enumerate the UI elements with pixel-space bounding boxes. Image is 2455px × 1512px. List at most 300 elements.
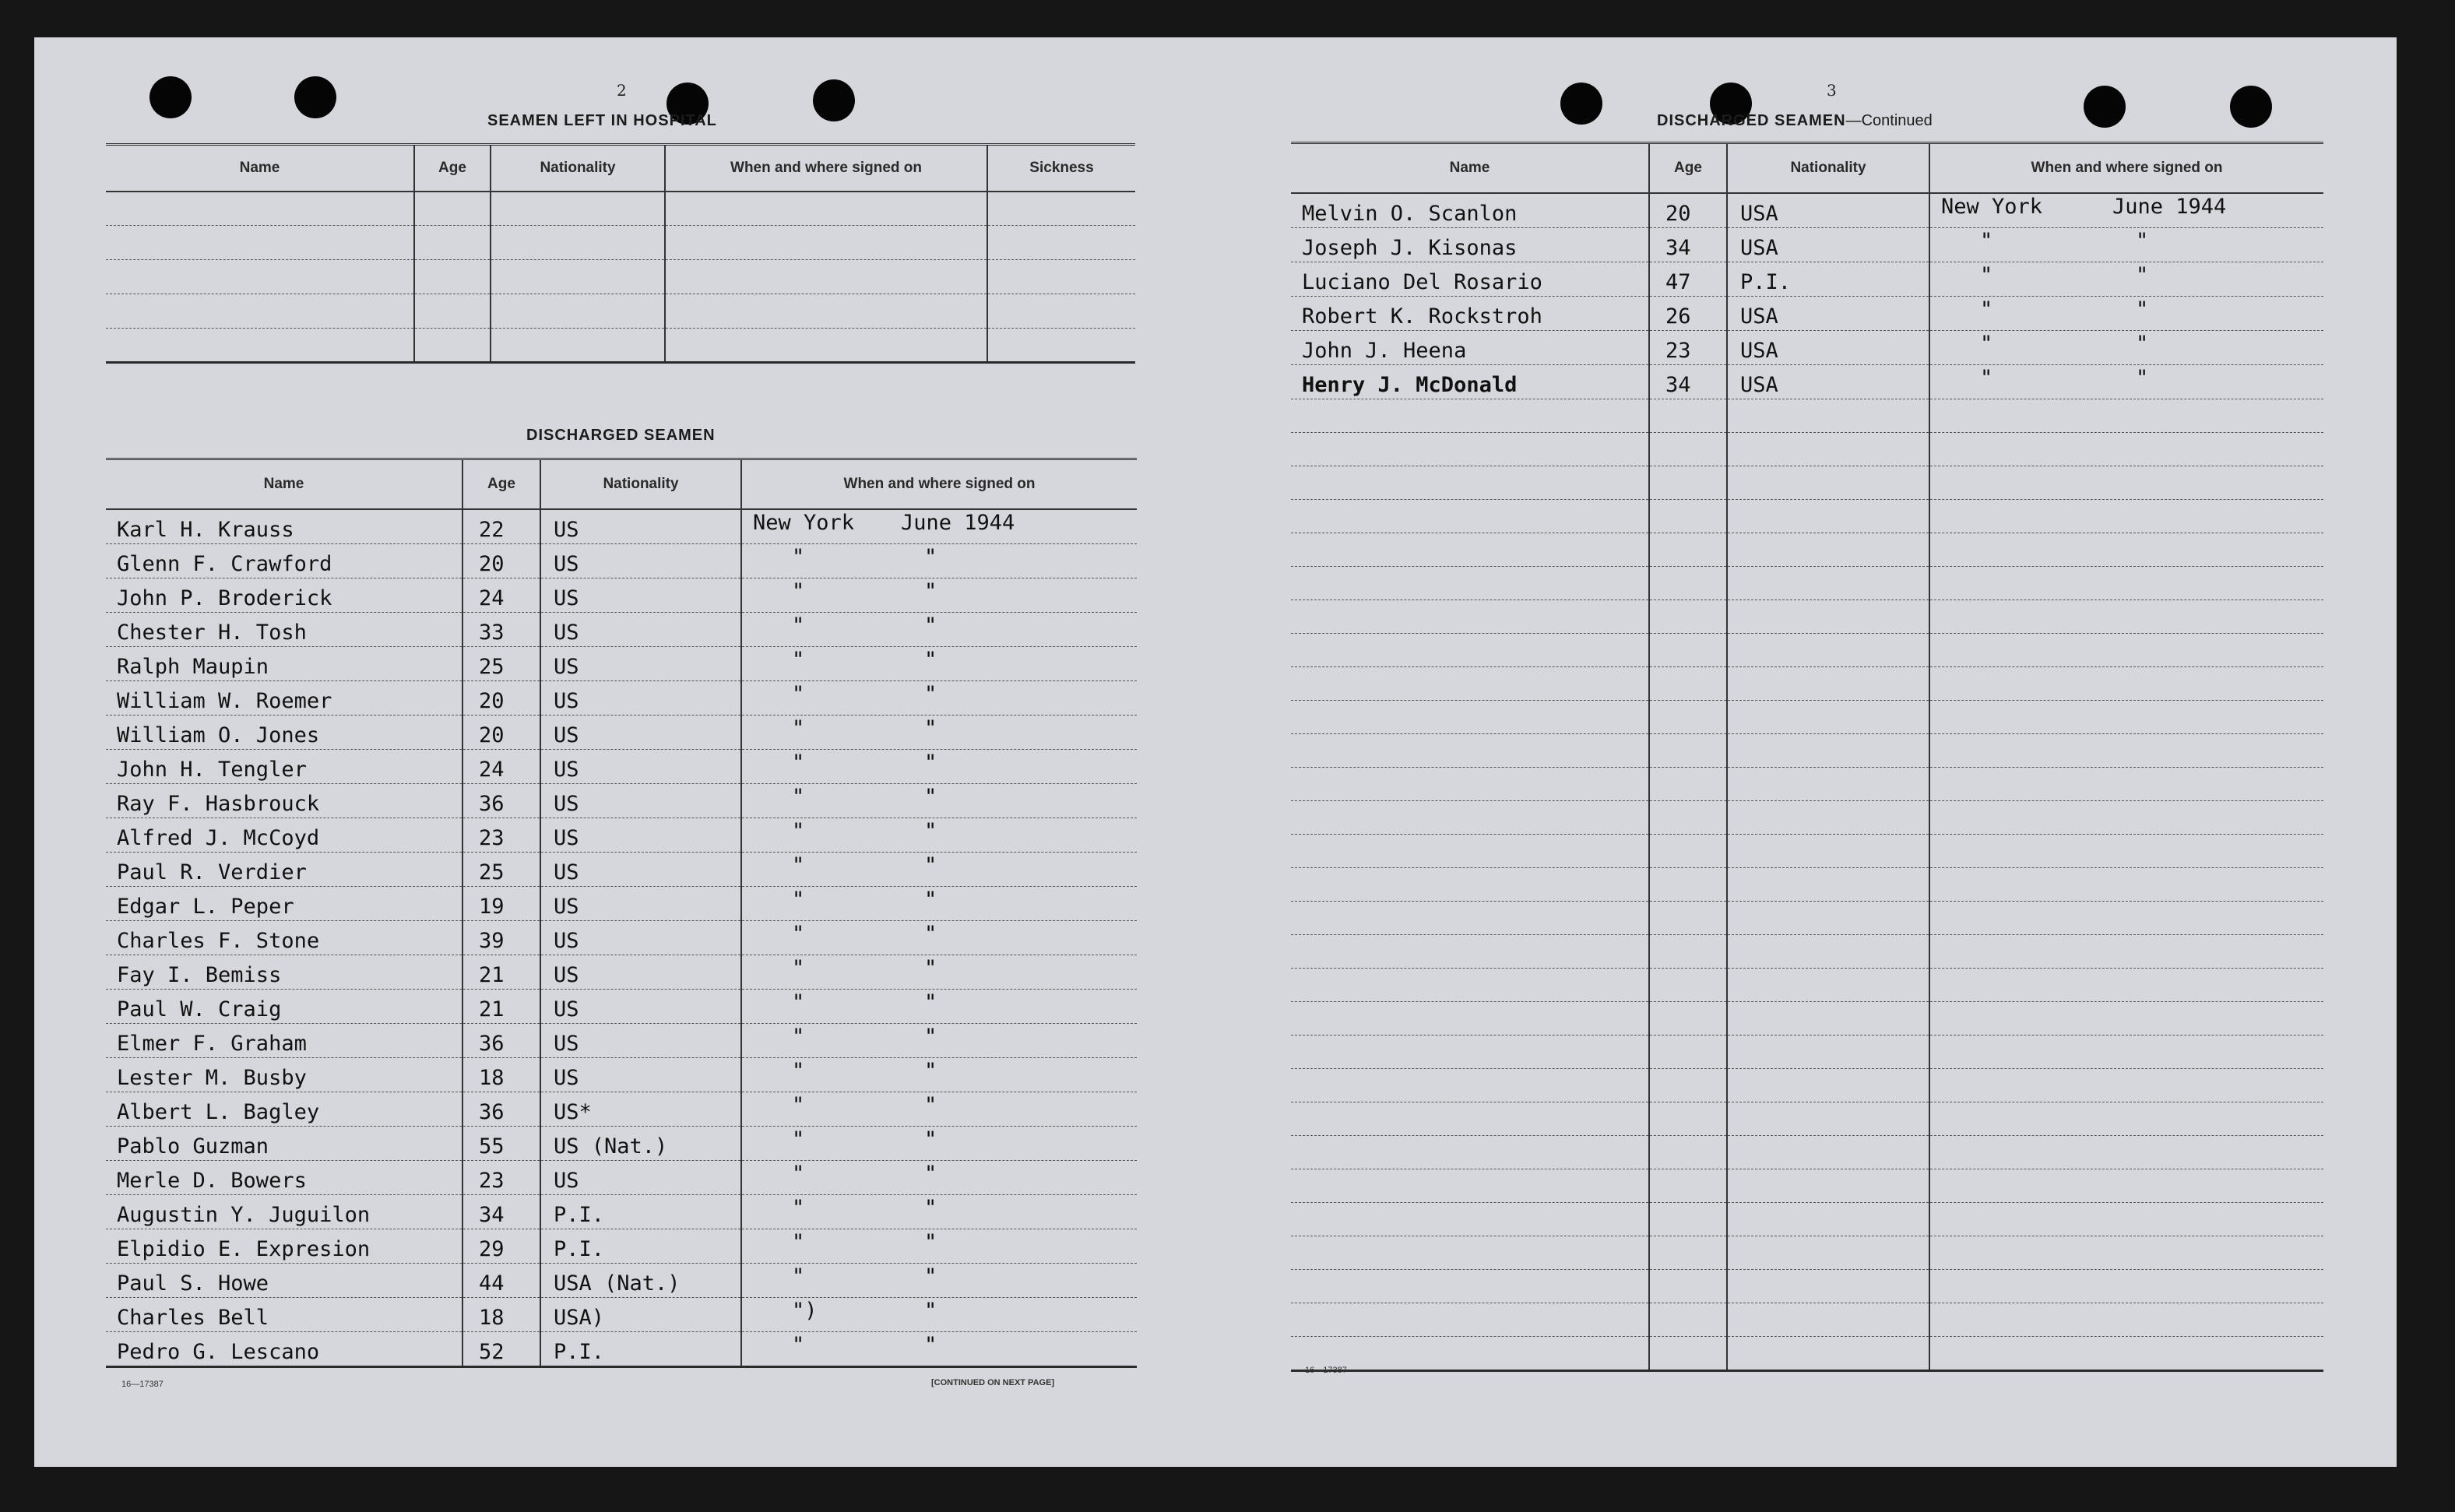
table-row — [106, 1057, 1137, 1092]
blank-cell — [1727, 600, 1929, 633]
blank-cell — [1649, 834, 1727, 867]
seaman-age: 34 — [1649, 227, 1727, 262]
blank-cell — [1649, 800, 1727, 834]
blank-cell — [1727, 1236, 1929, 1269]
blank-cell — [491, 226, 665, 260]
blank-row — [1291, 1135, 2323, 1169]
table-row — [1291, 364, 2323, 399]
signed-on-cell — [741, 749, 1137, 783]
blank-cell — [1727, 800, 1929, 834]
signed-on-date: " — [924, 1161, 937, 1186]
punch-hole — [2084, 86, 2126, 128]
table-row — [106, 612, 1137, 646]
col-header-name: Name — [106, 459, 463, 509]
blank-cell — [1291, 901, 1649, 934]
signed-on-date: " — [924, 1092, 937, 1117]
blank-cell — [1649, 1068, 1727, 1102]
seaman-age: 36 — [463, 1092, 540, 1126]
blank-cell — [1649, 533, 1727, 566]
seaman-age: 29 — [463, 1229, 540, 1263]
seaman-age: 24 — [463, 749, 540, 783]
blank-cell — [1649, 1102, 1727, 1135]
signed-on-date: " — [2136, 228, 2149, 253]
signed-on-date: June 1944 — [901, 510, 1015, 535]
signed-on-cell — [741, 920, 1137, 955]
signed-on-place: " — [792, 578, 805, 603]
blank-cell — [1291, 499, 1649, 533]
blank-cell — [414, 192, 491, 226]
blank-cell — [1929, 1068, 2323, 1102]
table-row — [106, 1023, 1137, 1057]
signed-on-place: " — [792, 716, 805, 740]
signed-on-date: " — [924, 921, 937, 946]
signed-on-date: " — [924, 613, 937, 638]
seaman-name: Melvin O. Scanlon — [1291, 193, 1649, 228]
seaman-name: John H. Tengler — [106, 749, 463, 783]
blank-cell — [1929, 767, 2323, 800]
seaman-nationality: USA — [1727, 330, 1929, 364]
seaman-age: 36 — [463, 1023, 540, 1057]
signed-on-place: " — [792, 1127, 805, 1152]
hospital-section-title: SEAMEN LEFT IN HOSPITAL — [487, 112, 717, 129]
seaman-nationality: US — [540, 543, 741, 578]
signed-on-place: " — [792, 1161, 805, 1186]
seaman-nationality: P.I. — [540, 1229, 741, 1263]
blank-row — [1291, 1169, 2323, 1202]
signed-on-wrapper — [1941, 365, 2323, 392]
signed-on-wrapper — [753, 1161, 1137, 1187]
blank-row — [1291, 432, 2323, 466]
table-row — [106, 783, 1137, 818]
signed-on-place: " — [792, 818, 805, 843]
blank-cell — [1291, 633, 1649, 666]
table-row — [106, 680, 1137, 715]
blank-cell — [1649, 666, 1727, 700]
blank-cell — [1727, 466, 1929, 499]
seaman-name: Chester H. Tosh — [106, 612, 463, 646]
blank-cell — [1727, 901, 1929, 934]
document-sheet — [34, 37, 2397, 1467]
blank-cell — [1649, 1169, 1727, 1202]
seaman-age: 24 — [463, 578, 540, 612]
seaman-name: Alfred J. McCoyd — [106, 818, 463, 852]
signed-on-cell — [741, 1160, 1137, 1194]
table-row — [106, 646, 1137, 680]
table-row — [1291, 262, 2323, 296]
seaman-nationality: P.I. — [540, 1194, 741, 1229]
table-row — [1291, 296, 2323, 330]
table-row — [106, 1263, 1137, 1297]
blank-cell — [1727, 1169, 1929, 1202]
signed-on-wrapper — [753, 1024, 1137, 1050]
signed-on-cell — [741, 1057, 1137, 1092]
blank-row — [1291, 1035, 2323, 1068]
seaman-nationality: US (Nat.) — [540, 1126, 741, 1160]
blank-cell — [1291, 867, 1649, 901]
blank-cell — [1727, 700, 1929, 733]
seaman-age: 20 — [463, 680, 540, 715]
seaman-age: 25 — [463, 646, 540, 680]
blank-cell — [106, 329, 414, 363]
signed-on-wrapper — [753, 1332, 1137, 1359]
signed-on-place: New York — [753, 510, 855, 535]
col-header-name: Name — [106, 145, 414, 192]
blank-cell — [665, 329, 987, 363]
blank-cell — [1929, 399, 2323, 432]
signed-on-place: " — [792, 750, 805, 775]
blank-row — [1291, 834, 2323, 867]
signed-on-cell — [741, 1263, 1137, 1297]
seaman-name: Charles F. Stone — [106, 920, 463, 955]
signed-on-wrapper — [753, 578, 1137, 605]
blank-cell — [1291, 733, 1649, 767]
seaman-name: Elpidio E. Expresion — [106, 1229, 463, 1263]
blank-cell — [1291, 1068, 1649, 1102]
blank-cell — [987, 192, 1135, 226]
seaman-nationality: US — [540, 1023, 741, 1057]
seaman-age: 55 — [463, 1126, 540, 1160]
blank-cell — [1649, 1269, 1727, 1303]
signed-on-wrapper — [753, 853, 1137, 879]
table-row — [1291, 193, 2323, 228]
blank-cell — [1291, 834, 1649, 867]
blank-cell — [1727, 399, 1929, 432]
blank-row — [1291, 767, 2323, 800]
blank-cell — [1727, 499, 1929, 533]
seaman-nationality: USA (Nat.) — [540, 1263, 741, 1297]
signed-on-date: " — [924, 1058, 937, 1083]
blank-cell — [1649, 399, 1727, 432]
blank-cell — [1929, 1236, 2323, 1269]
table-row — [106, 1229, 1137, 1263]
blank-cell — [106, 294, 414, 329]
seaman-name: Charles Bell — [106, 1297, 463, 1331]
seaman-name: John P. Broderick — [106, 578, 463, 612]
blank-cell — [1929, 800, 2323, 834]
col-header-signed-on: When and where signed on — [1929, 143, 2323, 193]
signed-on-place: " — [792, 1195, 805, 1220]
blank-cell — [1727, 1135, 1929, 1169]
signed-on-place: " — [792, 921, 805, 946]
blank-cell — [1929, 968, 2323, 1001]
blank-cell — [1649, 432, 1727, 466]
blank-cell — [1291, 432, 1649, 466]
blank-cell — [1649, 934, 1727, 968]
seaman-name: Edgar L. Peper — [106, 886, 463, 920]
seaman-age: 44 — [463, 1263, 540, 1297]
signed-on-place: " — [792, 1092, 805, 1117]
blank-cell — [1649, 1336, 1727, 1370]
signed-on-date: " — [924, 1298, 937, 1323]
blank-cell — [1727, 1035, 1929, 1068]
blank-cell — [1929, 733, 2323, 767]
signed-on-wrapper — [753, 613, 1137, 639]
seaman-name: Paul W. Craig — [106, 989, 463, 1023]
table-row — [106, 1194, 1137, 1229]
table-row — [1291, 330, 2323, 364]
signed-on-place: " — [792, 681, 805, 706]
signed-on-cell — [741, 1331, 1137, 1366]
signed-on-cell — [741, 1297, 1137, 1331]
blank-cell — [1649, 1303, 1727, 1336]
blank-cell — [1727, 767, 1929, 800]
seaman-name: Glenn F. Crawford — [106, 543, 463, 578]
blank-cell — [987, 260, 1135, 294]
blank-cell — [665, 192, 987, 226]
signed-on-date: " — [924, 1264, 937, 1289]
blank-cell — [414, 294, 491, 329]
signed-on-wrapper — [753, 818, 1137, 845]
blank-cell — [1649, 733, 1727, 767]
discharged-continued-table — [1291, 142, 2323, 1372]
blank-cell — [665, 294, 987, 329]
blank-cell — [1727, 1068, 1929, 1102]
signed-on-cell — [741, 612, 1137, 646]
signed-on-cell — [741, 646, 1137, 680]
signed-on-cell — [741, 886, 1137, 920]
table-row — [106, 1126, 1137, 1160]
table-row — [106, 260, 1135, 294]
seaman-name: Joseph J. Kisonas — [1291, 227, 1649, 262]
seaman-nationality: P.I. — [1727, 262, 1929, 296]
seaman-nationality: US — [540, 920, 741, 955]
signed-on-place: " — [1980, 262, 1993, 287]
blank-row — [1291, 733, 2323, 767]
seaman-age: 19 — [463, 886, 540, 920]
table-row — [106, 886, 1137, 920]
seaman-name: Pablo Guzman — [106, 1126, 463, 1160]
signed-on-place: " — [792, 1058, 805, 1083]
col-header-age: Age — [414, 145, 491, 192]
blank-row — [1291, 600, 2323, 633]
table-row — [106, 955, 1137, 989]
seaman-nationality: P.I. — [540, 1331, 741, 1366]
seaman-nationality: US — [540, 1057, 741, 1092]
signed-on-date: " — [924, 990, 937, 1014]
blank-cell — [987, 329, 1135, 363]
signed-on-wrapper — [753, 544, 1137, 571]
blank-cell — [1291, 1035, 1649, 1068]
blank-cell — [1649, 767, 1727, 800]
signed-on-date: " — [924, 853, 937, 877]
seaman-nationality: US — [540, 509, 741, 544]
blank-cell — [1649, 1202, 1727, 1236]
signed-on-place: " — [792, 853, 805, 877]
table-row — [106, 329, 1135, 363]
blank-row — [1291, 1336, 2323, 1370]
signed-on-place: " — [1980, 365, 1993, 390]
signed-on-cell — [741, 715, 1137, 749]
col-header-name: Name — [1291, 143, 1649, 193]
punch-hole — [294, 76, 336, 118]
signed-on-wrapper — [753, 1092, 1137, 1119]
table-row — [106, 192, 1135, 226]
signed-on-cell — [1929, 330, 2323, 364]
signed-on-date: " — [924, 681, 937, 706]
signed-on-wrapper — [753, 750, 1137, 776]
seaman-age: 20 — [463, 715, 540, 749]
blank-row — [1291, 1202, 2323, 1236]
blank-row — [1291, 1269, 2323, 1303]
blank-cell — [1649, 1135, 1727, 1169]
signed-on-date: " — [924, 750, 937, 775]
blank-cell — [106, 260, 414, 294]
blank-cell — [1929, 533, 2323, 566]
signed-on-cell — [741, 543, 1137, 578]
seaman-age: 52 — [463, 1331, 540, 1366]
seaman-name: Ray F. Hasbrouck — [106, 783, 463, 818]
signed-on-place: " — [792, 1024, 805, 1049]
blank-cell — [987, 226, 1135, 260]
seaman-age: 25 — [463, 852, 540, 886]
continued-note: [CONTINUED ON NEXT PAGE] — [931, 1378, 1055, 1387]
blank-cell — [1727, 1001, 1929, 1035]
seaman-age: 39 — [463, 920, 540, 955]
page-number-left: 2 — [617, 81, 627, 100]
table-row — [106, 749, 1137, 783]
signed-on-place: New York — [1941, 194, 2043, 219]
signed-on-wrapper — [753, 716, 1137, 742]
signed-on-place: " — [1980, 331, 1993, 356]
col-header-nationality: Nationality — [1727, 143, 1929, 193]
seaman-name: Merle D. Bowers — [106, 1160, 463, 1194]
seaman-age: 23 — [1649, 330, 1727, 364]
blank-cell — [1291, 1202, 1649, 1236]
seaman-name: Henry J. McDonald — [1291, 364, 1649, 399]
blank-cell — [1291, 600, 1649, 633]
blank-cell — [1727, 566, 1929, 600]
signed-on-place: " — [1980, 228, 1993, 253]
signed-on-place: " — [792, 544, 805, 569]
seaman-age: 26 — [1649, 296, 1727, 330]
blank-cell — [1291, 800, 1649, 834]
blank-cell — [1929, 834, 2323, 867]
blank-cell — [1929, 633, 2323, 666]
signed-on-cell — [741, 1229, 1137, 1263]
seaman-nationality: US — [540, 955, 741, 989]
signed-on-wrapper — [1941, 194, 2323, 220]
blank-cell — [1727, 934, 1929, 968]
hospital-table — [106, 143, 1135, 364]
form-number-left: 16—17387 — [121, 1380, 164, 1389]
signed-on-date: " — [924, 1127, 937, 1152]
seaman-name: Elmer F. Graham — [106, 1023, 463, 1057]
blank-row — [1291, 1303, 2323, 1336]
table-row — [106, 509, 1137, 544]
signed-on-place: " — [1980, 297, 1993, 322]
blank-cell — [987, 294, 1135, 329]
signed-on-wrapper — [753, 990, 1137, 1016]
blank-cell — [414, 329, 491, 363]
seaman-age: 47 — [1649, 262, 1727, 296]
signed-on-date: " — [924, 887, 937, 912]
blank-cell — [1929, 466, 2323, 499]
blank-cell — [1727, 867, 1929, 901]
table-row — [106, 1331, 1137, 1366]
table-row — [106, 920, 1137, 955]
signed-on-cell — [741, 852, 1137, 886]
seaman-name: Paul S. Howe — [106, 1263, 463, 1297]
form-number-right: 16—17387 — [1305, 1366, 1347, 1375]
blank-row — [1291, 533, 2323, 566]
title-continued: —Continued — [1845, 112, 1933, 129]
col-header-nationality: Nationality — [540, 459, 741, 509]
signed-on-wrapper — [753, 1195, 1137, 1222]
signed-on-wrapper — [753, 921, 1137, 948]
signed-on-cell — [741, 1092, 1137, 1126]
blank-cell — [491, 329, 665, 363]
table-row — [106, 715, 1137, 749]
seaman-name: Albert L. Bagley — [106, 1092, 463, 1126]
signed-on-date: " — [2136, 262, 2149, 287]
seaman-age: 21 — [463, 955, 540, 989]
signed-on-cell — [1929, 364, 2323, 399]
signed-on-cell — [1929, 193, 2323, 228]
discharged-section-title: DISCHARGED SEAMEN — [526, 427, 716, 444]
blank-cell — [665, 226, 987, 260]
blank-cell — [1727, 1303, 1929, 1336]
signed-on-place: " — [792, 1264, 805, 1289]
blank-cell — [1929, 934, 2323, 968]
signed-on-cell — [741, 955, 1137, 989]
blank-cell — [1727, 533, 1929, 566]
blank-cell — [1727, 834, 1929, 867]
table-row — [106, 226, 1135, 260]
blank-cell — [1291, 466, 1649, 499]
blank-cell — [1929, 901, 2323, 934]
blank-row — [1291, 1102, 2323, 1135]
blank-cell — [1727, 633, 1929, 666]
signed-on-wrapper — [753, 1298, 1137, 1324]
signed-on-date: " — [924, 784, 937, 809]
signed-on-cell — [1929, 262, 2323, 296]
blank-cell — [1727, 968, 1929, 1001]
signed-on-date: " — [2136, 297, 2149, 322]
signed-on-wrapper — [753, 887, 1137, 913]
blank-cell — [1291, 767, 1649, 800]
blank-cell — [1929, 1303, 2323, 1336]
signed-on-date: " — [924, 818, 937, 843]
table-row — [106, 543, 1137, 578]
blank-cell — [1929, 1035, 2323, 1068]
signed-on-place: " — [792, 647, 805, 672]
seaman-nationality: US — [540, 989, 741, 1023]
signed-on-date: " — [924, 647, 937, 672]
blank-cell — [1929, 666, 2323, 700]
signed-on-date: June 1944 — [2112, 194, 2227, 219]
blank-cell — [1649, 566, 1727, 600]
seaman-nationality: USA — [1727, 364, 1929, 399]
blank-cell — [106, 192, 414, 226]
seaman-nationality: US — [540, 886, 741, 920]
seaman-nationality: USA — [1727, 227, 1929, 262]
seaman-nationality: US* — [540, 1092, 741, 1126]
blank-row — [1291, 934, 2323, 968]
blank-cell — [1929, 1336, 2323, 1370]
seaman-name: Fay I. Bemiss — [106, 955, 463, 989]
signed-on-wrapper — [1941, 228, 2323, 255]
blank-cell — [1727, 666, 1929, 700]
signed-on-cell — [741, 578, 1137, 612]
table-row — [106, 1160, 1137, 1194]
signed-on-wrapper — [753, 784, 1137, 811]
seaman-name: Karl H. Krauss — [106, 509, 463, 544]
col-header-age: Age — [463, 459, 540, 509]
punch-hole — [2230, 86, 2272, 128]
seaman-nationality: US — [540, 646, 741, 680]
seaman-age: 36 — [463, 783, 540, 818]
discharged-continued-title — [1657, 112, 1933, 130]
